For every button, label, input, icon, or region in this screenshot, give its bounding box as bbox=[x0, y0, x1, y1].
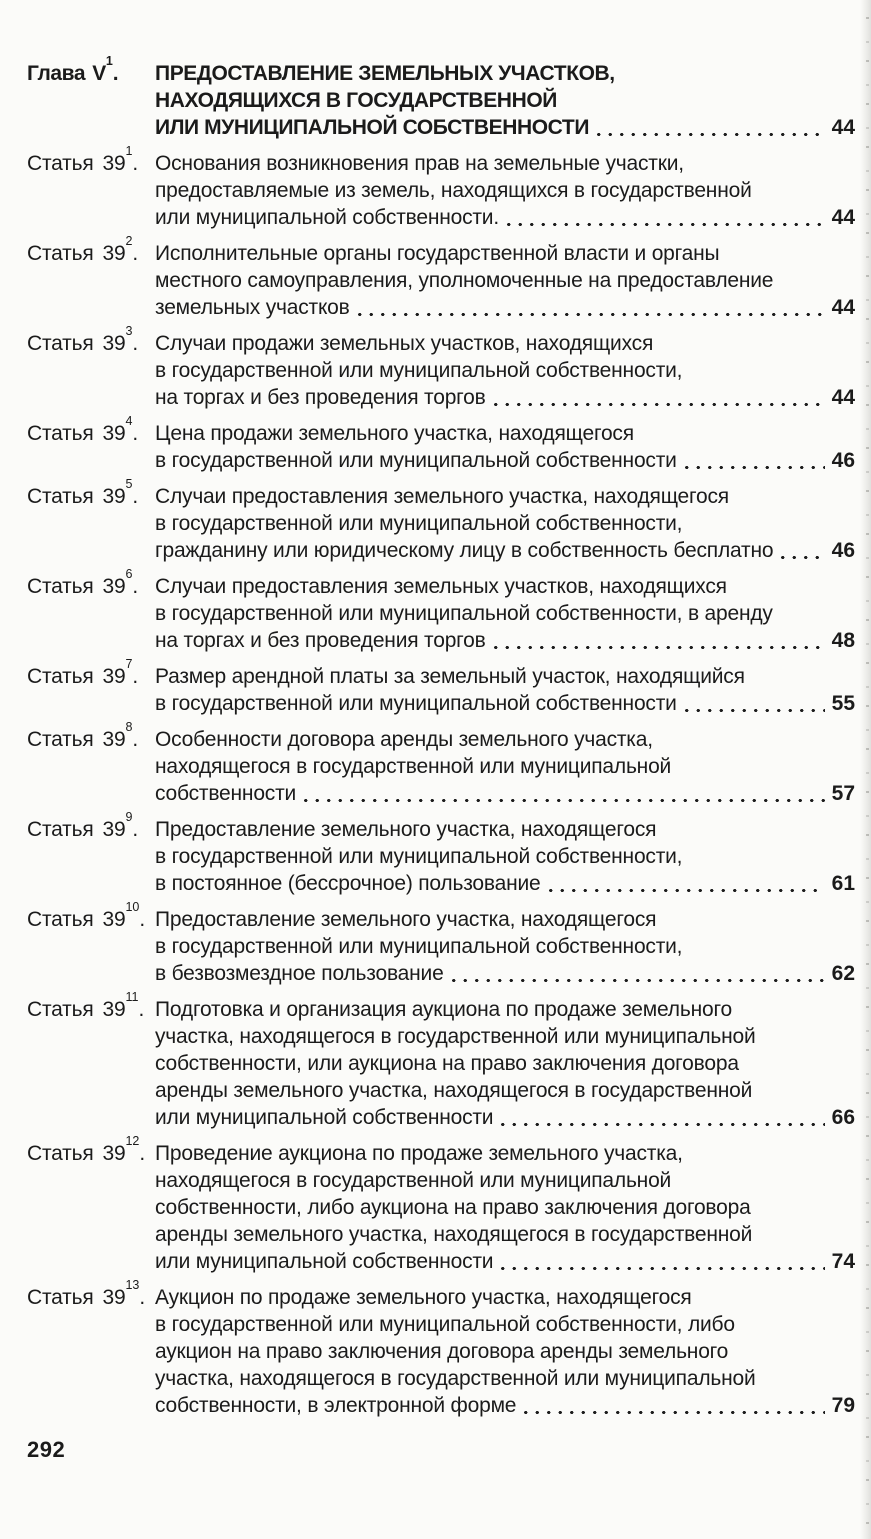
toc-entry-text: Предоставление земельного участка, находящегося в государственной или муниципальной собственности, в постоянное (бессрочное) пользование 61 bbox=[155, 818, 855, 895]
toc-entry-label bbox=[27, 1134, 155, 1167]
toc-entry bbox=[27, 477, 855, 564]
toc-entry-label bbox=[27, 234, 155, 267]
toc-entry-number: $39^1$. bbox=[102, 144, 139, 175]
page-folio-number: 292 bbox=[27, 1437, 66, 1462]
dot-leader bbox=[300, 780, 825, 807]
toc-page-ref: 44 bbox=[831, 386, 855, 409]
toc-entry bbox=[27, 414, 855, 474]
toc-entry-text: Основания возникновения прав на земельные участки, предоставляемые из земель, находящихся в государственной или муниципальной собственности. 44 bbox=[155, 152, 855, 229]
toc-entry-text: Цена продажи земельного участка, находящегося в государственной или муниципальной собственности 46 bbox=[155, 422, 855, 472]
toc-entry-type: Статья bbox=[27, 665, 94, 688]
dot-leader bbox=[448, 960, 825, 987]
toc-entry bbox=[27, 1278, 855, 1419]
dot-leader bbox=[497, 1104, 824, 1131]
toc-entry bbox=[27, 900, 855, 987]
toc-page-ref: 48 bbox=[831, 629, 855, 652]
toc-entry-number: $39^2$. bbox=[102, 234, 139, 265]
toc-entry bbox=[27, 234, 855, 321]
toc-entry-number: $39^6$. bbox=[102, 567, 139, 598]
toc-entry-text: Случаи предоставления земельного участка, находящегося в государственной или муниципальной собственности, гражданину или юридическому лицу в собственность бесплатно 46 bbox=[155, 485, 855, 562]
toc-entry-label bbox=[27, 810, 155, 843]
toc-entry-type: Статья bbox=[27, 242, 94, 265]
toc-entry-number: $39^{12}$. bbox=[102, 1134, 146, 1165]
toc-entry-type: Статья bbox=[27, 818, 94, 841]
toc-entry-number: $39^{10}$. bbox=[102, 900, 146, 931]
toc-page-ref: 79 bbox=[831, 1394, 855, 1417]
toc-entry-label bbox=[27, 567, 155, 600]
dot-leader bbox=[777, 537, 824, 564]
dot-leader bbox=[593, 114, 825, 141]
toc-entry-number: $V^1$. bbox=[92, 54, 119, 85]
toc-entry-label bbox=[27, 1278, 155, 1311]
toc-entry-type: Статья bbox=[27, 152, 94, 175]
toc-entry-type: Статья bbox=[27, 332, 94, 355]
toc-entry bbox=[27, 990, 855, 1131]
toc-page-ref: 46 bbox=[831, 449, 855, 472]
toc-page-ref: 55 bbox=[831, 692, 855, 715]
dot-leader bbox=[497, 1248, 824, 1275]
toc-list bbox=[27, 54, 855, 1419]
toc-page-ref: 74 bbox=[831, 1250, 855, 1273]
toc-entry-label bbox=[27, 477, 155, 510]
toc-entry-type: Статья bbox=[27, 485, 94, 508]
toc-entry-text: Аукцион по продаже земельного участка, находящегося в государственной или муниципальной собственности, либо аукцион на право заключения договора аренды земельного участка, находящегося в государственной или муниципальной собственности, в электронной форме 79 bbox=[155, 1286, 855, 1417]
toc-entry-text: Исполнительные органы государственной власти и органы местного самоуправления, уполномоченные на предоставление земельных участков 44 bbox=[155, 242, 855, 319]
toc-entry-number: $39^4$. bbox=[102, 414, 139, 445]
toc-entry-text: Особенности договора аренды земельного участка, находящегося в государственной или муниципальной собственности 57 bbox=[155, 728, 855, 805]
toc-entry-label bbox=[27, 54, 155, 87]
toc-entry-label bbox=[27, 990, 155, 1023]
toc-entry-number: $39^3$. bbox=[102, 324, 139, 355]
toc-entry-label bbox=[27, 720, 155, 753]
dot-leader bbox=[490, 627, 825, 654]
toc-entry-number: $39^{11}$. bbox=[102, 990, 145, 1021]
toc-page-ref: 44 bbox=[831, 116, 855, 139]
toc-entry bbox=[27, 324, 855, 411]
toc-entry-label bbox=[27, 414, 155, 447]
dot-leader bbox=[520, 1392, 824, 1419]
dot-leader bbox=[503, 204, 825, 231]
toc-entry bbox=[27, 810, 855, 897]
toc-page-ref: 44 bbox=[831, 296, 855, 319]
toc-entry-type: Статья bbox=[27, 1286, 94, 1309]
toc-entry-text: Случаи продажи земельных участков, находящихся в государственной или муниципальной собственности, на торгах и без проведения торгов 44 bbox=[155, 332, 855, 409]
toc-page-ref: 61 bbox=[831, 872, 855, 895]
toc-entry-type: Статья bbox=[27, 575, 94, 598]
toc-entry-text: Размер арендной платы за земельный участок, находящийся в государственной или муниципальной собственности 55 bbox=[155, 665, 855, 715]
toc-entry-label bbox=[27, 324, 155, 357]
toc-page-ref: 66 bbox=[831, 1106, 855, 1129]
toc-entry-label bbox=[27, 900, 155, 933]
toc-entry-type: Статья bbox=[27, 908, 94, 931]
toc-entry-label bbox=[27, 657, 155, 690]
toc-page-ref: 62 bbox=[831, 962, 855, 985]
toc-entry bbox=[27, 567, 855, 654]
toc-entry bbox=[27, 54, 855, 141]
toc-entry-type: Статья bbox=[27, 728, 94, 751]
dot-leader bbox=[545, 870, 825, 897]
toc-entry-type: Статья bbox=[27, 422, 94, 445]
toc-entry-text: Проведение аукциона по продаже земельного участка, находящегося в государственной или муниципальной собственности, либо аукциона на право заключения договора аренды земельного участка, находящегося в государственной или муниципальной собственности 74 bbox=[155, 1142, 855, 1273]
toc-entry-number: $39^{13}$. bbox=[102, 1278, 146, 1309]
toc-entry-type: Статья bbox=[27, 1142, 94, 1165]
toc-entry-type: Глава bbox=[27, 62, 86, 85]
dot-leader bbox=[490, 384, 825, 411]
toc-entry-text: ПРЕДОСТАВЛЕНИЕ ЗЕМЕЛЬНЫХ УЧАСТКОВ, НАХОДЯЩИХСЯ В ГОСУДАРСТВЕННОЙ ИЛИ МУНИЦИПАЛЬНОЙ СОБСТВЕННОСТИ 44 bbox=[155, 62, 855, 139]
toc-entry-number: $39^8$. bbox=[102, 720, 139, 751]
toc-entry-text: Предоставление земельного участка, находящегося в государственной или муниципальной собственности, в безвозмездное пользование 62 bbox=[155, 908, 855, 985]
toc-entry-text: Подготовка и организация аукциона по продаже земельного участка, находящегося в государственной или муниципальной собственности, или аукциона на право заключения договора аренды земельного участка, находящегося в государственной или муниципальной собственности 66 bbox=[155, 998, 855, 1129]
toc-entry-number: $39^5$. bbox=[102, 477, 139, 508]
toc-entry-type: Статья bbox=[27, 998, 94, 1021]
toc-page-ref: 46 bbox=[831, 539, 855, 562]
dot-leader bbox=[354, 294, 825, 321]
toc-entry-label bbox=[27, 144, 155, 177]
toc-entry bbox=[27, 657, 855, 717]
toc-entry-number: $39^9$. bbox=[102, 810, 139, 841]
toc-entry-text: Случаи предоставления земельных участков, находящихся в государственной или муниципальной собственности, в аренду на торгах и без проведения торгов 48 bbox=[155, 575, 855, 652]
scan-edge-artifact bbox=[860, 0, 871, 1539]
toc-entry-number: $39^7$. bbox=[102, 657, 139, 688]
dot-leader bbox=[681, 690, 825, 717]
toc-entry bbox=[27, 720, 855, 807]
toc-entry bbox=[27, 1134, 855, 1275]
dot-leader bbox=[681, 447, 825, 474]
toc-page-ref: 57 bbox=[831, 782, 855, 805]
toc-entry bbox=[27, 144, 855, 231]
toc-page-ref: 44 bbox=[831, 206, 855, 229]
